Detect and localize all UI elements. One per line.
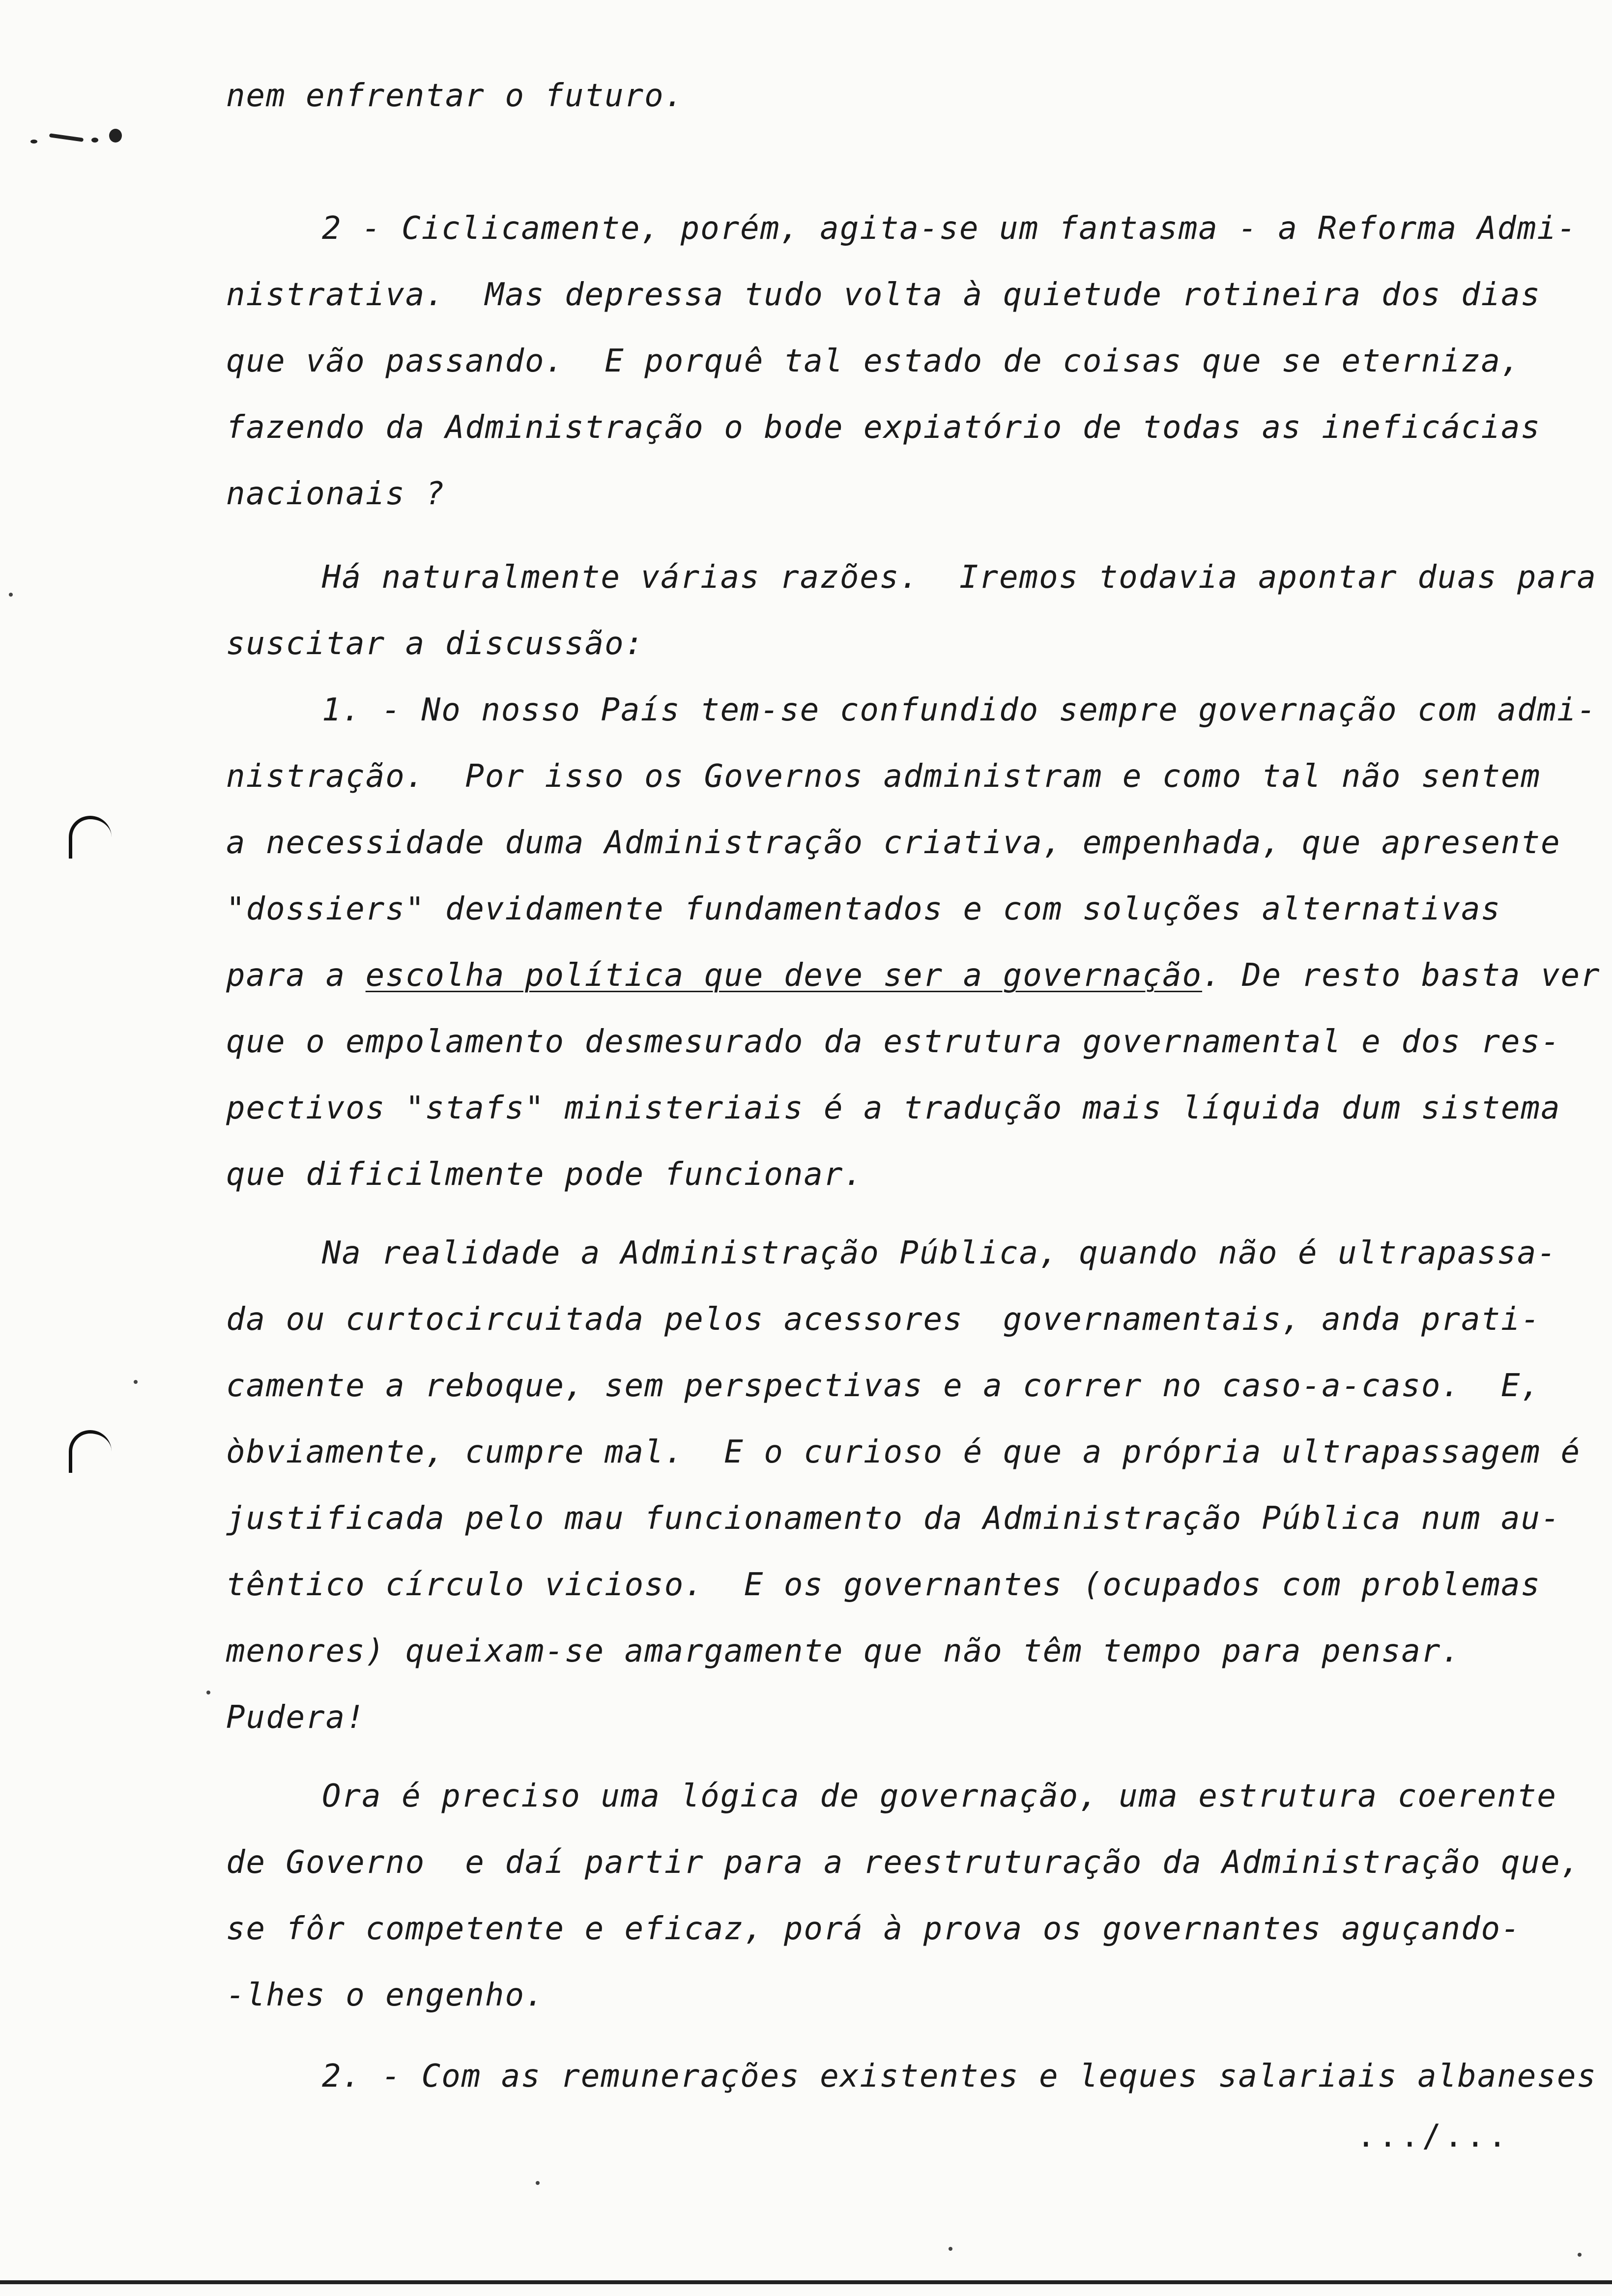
text-line: a necessidade duma Administração criativa, empenhada, que apresente: [226, 825, 1561, 861]
underlined-phrase: escolha política que deve ser a governação: [365, 957, 1203, 994]
ink-blot: [30, 140, 37, 144]
speck: [949, 2247, 952, 2251]
text-line: 2. - Com as remunerações existentes e leques salariais albaneses: [322, 2058, 1597, 2095]
speck: [134, 1380, 138, 1384]
text-fragment: para a: [226, 957, 366, 994]
text-line: justificada pelo mau funcionamento da Administração Pública num au-: [226, 1500, 1561, 1537]
text-line: que vão passando. E porquê tal estado de coisas que se eterniza,: [226, 343, 1521, 379]
text-line: 1. - No nosso País tem-se confundido sempre governação com admi-: [322, 692, 1597, 728]
speck: [9, 593, 13, 597]
ink-blot: [91, 138, 98, 143]
text-line: -lhes o engenho.: [226, 1977, 545, 2013]
text-line: nem enfrentar o futuro.: [226, 78, 685, 114]
punch-hole-mark: [69, 816, 112, 859]
text-line: têntico círculo vicioso. E os governantes (ocupados com problemas: [226, 1567, 1541, 1603]
text-line: Há naturalmente várias razões. Iremos todavia apontar duas para: [322, 559, 1597, 596]
ink-blot: [49, 133, 84, 142]
text-line: que dificilmente pode funcionar.: [226, 1156, 864, 1193]
text-line: Pudera!: [226, 1699, 366, 1736]
text-line: 2 - Ciclicamente, porém, agita-se um fantasma - a Reforma Admi-: [322, 210, 1577, 247]
text-line: Ora é preciso uma lógica de governação, uma estrutura coerente: [322, 1778, 1557, 1814]
ink-blot: [109, 129, 122, 143]
bottom-border-line: [0, 2280, 1612, 2284]
speck: [1578, 2253, 1582, 2257]
continuation-mark: .../...: [1356, 2118, 1510, 2154]
text-fragment: . De resto basta ver: [1202, 957, 1601, 994]
text-line: "dossiers" devidamente fundamentados e com soluções alternativas: [226, 891, 1501, 927]
speck: [536, 2181, 540, 2185]
text-line: camente a reboque, sem perspectivas e a correr no caso-a-caso. E,: [226, 1368, 1541, 1404]
text-line: nacionais ?: [226, 476, 445, 512]
text-line: Na realidade a Administração Pública, quando não é ultrapassa-: [322, 1235, 1557, 1271]
text-line: pectivos "stafs" ministeriais é a tradução mais líquida dum sistema: [226, 1090, 1561, 1126]
text-line: nistrativa. Mas depressa tudo volta à quietude rotineira dos dias: [226, 277, 1541, 313]
text-line: suscitar a discussão:: [226, 626, 645, 662]
text-line: de Governo e daí partir para a reestruturação da Administração que,: [226, 1844, 1581, 1881]
punch-hole-mark: [69, 1430, 112, 1473]
text-line: que o empolamento desmesurado da estrutura governamental e dos res-: [226, 1024, 1561, 1060]
text-line: menores) queixam-se amargamente que não têm tempo para pensar.: [226, 1633, 1461, 1669]
text-line: nistração. Por isso os Governos administram e como tal não sentem: [226, 758, 1541, 795]
text-line: se fôr competente e eficaz, porá à prova os governantes aguçando-: [226, 1911, 1521, 1947]
text-line: fazendo da Administração o bode expiatório de todas as ineficácias: [226, 409, 1541, 446]
text-line: da ou curtocircuitada pelos acessores governamentais, anda prati-: [226, 1301, 1541, 1338]
text-line: òbviamente, cumpre mal. E o curioso é que a própria ultrapassagem é: [226, 1434, 1581, 1470]
speck: [206, 1691, 210, 1694]
text-line-with-underline: [226, 956, 1601, 995]
